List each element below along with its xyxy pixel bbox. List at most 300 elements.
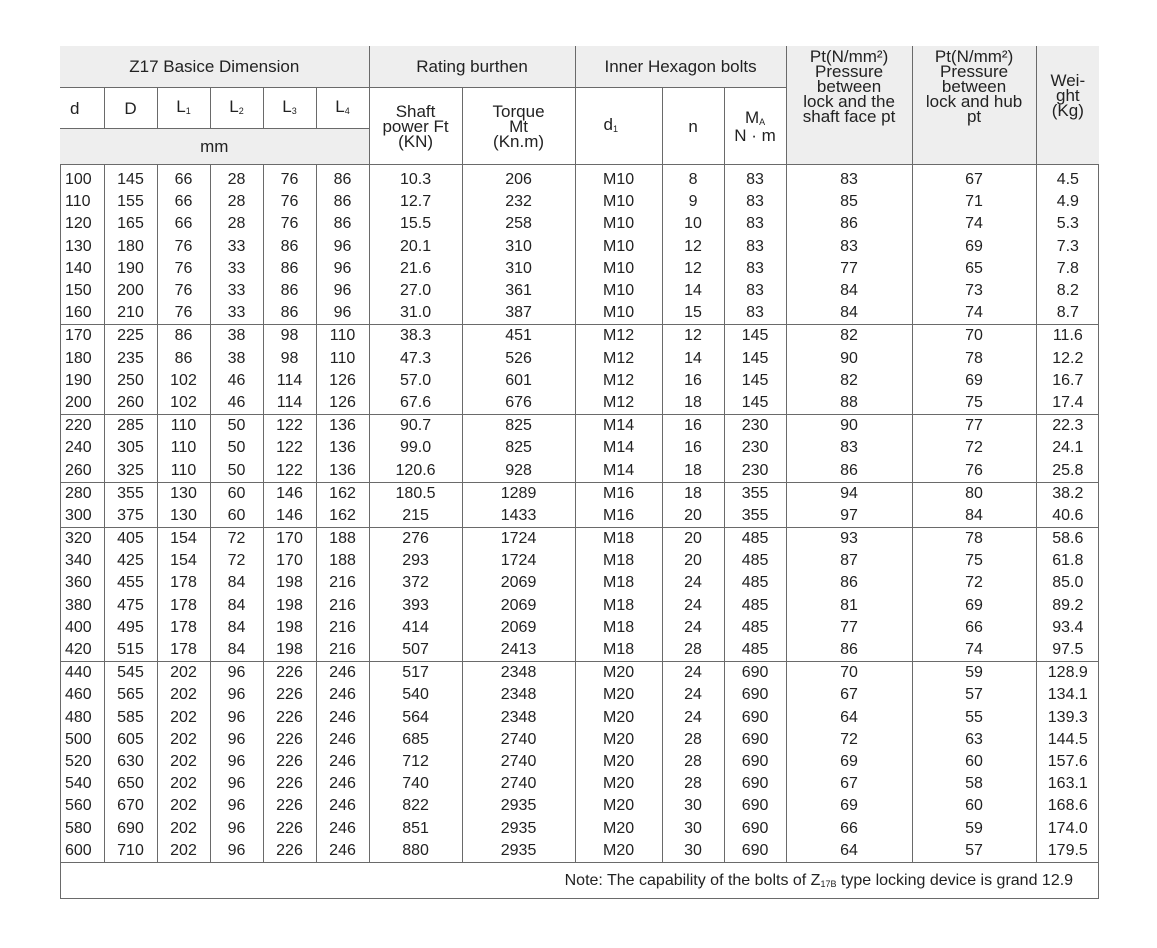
cell-d: 140 xyxy=(60,258,104,280)
pt-hub-line2: Pressure xyxy=(940,61,1009,81)
torque-line1: Torque xyxy=(492,101,545,121)
cell-L1: 178 xyxy=(157,595,210,617)
cell-D: 545 xyxy=(104,662,157,685)
cell-pt-shaft: 86 xyxy=(786,459,912,482)
cell-D: 180 xyxy=(104,236,157,258)
group-dimension-header: Z17 Basice Dimension xyxy=(60,46,369,88)
cell-pt-hub: 74 xyxy=(912,302,1036,325)
cell-L1: 202 xyxy=(157,662,210,685)
cell-pt-hub: 60 xyxy=(912,795,1036,817)
cell-weight: 7.3 xyxy=(1056,237,1079,255)
pt-hub-line4: lock and hub xyxy=(925,91,1023,111)
cell-D: 650 xyxy=(104,773,157,795)
torque-header xyxy=(462,88,575,165)
cell-n: 30 xyxy=(662,840,724,863)
cell-pt-hub: 69 xyxy=(912,370,1036,392)
cell-L1: 202 xyxy=(157,684,210,706)
cell-L1: 66 xyxy=(157,165,210,192)
cell-D: 145 xyxy=(104,165,157,192)
cell-pt-shaft: 86 xyxy=(786,213,912,235)
cell-MA: 83 xyxy=(724,236,786,258)
cell-L1: 76 xyxy=(157,280,210,302)
cell-L4: 216 xyxy=(316,595,369,617)
cell-L2: 33 xyxy=(210,236,263,258)
cell-pt-shaft: 94 xyxy=(786,482,912,505)
cell-L1: 178 xyxy=(157,617,210,639)
cell-shaft-power: 47.3 xyxy=(369,348,462,370)
cell-d1: M18 xyxy=(575,639,662,662)
cell-weight: 40.6 xyxy=(1052,506,1084,524)
cell-shaft-power: 180.5 xyxy=(369,482,462,505)
cell-MA: 145 xyxy=(724,392,786,415)
cell-L4: 96 xyxy=(316,302,369,325)
cell-torque: 526 xyxy=(462,348,575,370)
cell-L3: 226 xyxy=(263,817,316,839)
cell-L3: 86 xyxy=(263,236,316,258)
cell-shaft-power: 740 xyxy=(369,773,462,795)
cell-L3: 114 xyxy=(263,370,316,392)
cell-L3: 114 xyxy=(263,392,316,415)
table-row xyxy=(60,550,1099,572)
table-row xyxy=(60,482,1099,505)
cell-pt-hub: 60 xyxy=(912,751,1036,773)
cell-shaft-power: 120.6 xyxy=(369,459,462,482)
cell-MA: 355 xyxy=(724,482,786,505)
cell-d: 480 xyxy=(60,707,104,729)
cell-pt-shaft: 82 xyxy=(786,325,912,348)
cell-n: 12 xyxy=(662,258,724,280)
cell-weight: 22.3 xyxy=(1036,415,1099,438)
cell-d1: M10 xyxy=(575,302,662,325)
cell-L3: 198 xyxy=(263,572,316,594)
cell-weight: 38.2 xyxy=(1036,482,1099,505)
cell-MA: 690 xyxy=(724,817,786,839)
table-row xyxy=(60,528,1099,551)
cell-d: 580 xyxy=(60,817,104,839)
cell-L1: 202 xyxy=(157,707,210,729)
cell-shaft-power: 293 xyxy=(369,550,462,572)
footnote: Note: The capability of the bolts of Z17B type locking device is grand 12.9 xyxy=(60,862,1099,899)
cell-L2: 60 xyxy=(210,505,263,528)
cell-D: 210 xyxy=(104,302,157,325)
cell-d1: M18 xyxy=(575,572,662,594)
cell-weight: 12.2 xyxy=(1052,349,1084,367)
cell-d: 190 xyxy=(60,370,104,392)
cell-torque: 258 xyxy=(462,213,575,235)
cell-MA: 83 xyxy=(724,165,786,192)
cell-D: 515 xyxy=(104,639,157,662)
table-row xyxy=(60,213,1099,235)
cell-D: 375 xyxy=(104,505,157,528)
cell-torque: 676 xyxy=(462,392,575,415)
cell-shaft-power: 57.0 xyxy=(369,370,462,392)
cell-L3: 122 xyxy=(263,415,316,438)
cell-n: 14 xyxy=(662,348,724,370)
cell-L2: 46 xyxy=(210,392,263,415)
table-row xyxy=(60,302,1099,325)
cell-pt-shaft: 66 xyxy=(786,817,912,839)
cell-pt-hub: 72 xyxy=(912,572,1036,594)
weight-header xyxy=(1036,46,1099,165)
cell-L2: 60 xyxy=(210,482,263,505)
pt-hub-line3: between xyxy=(941,76,1007,96)
table-row xyxy=(60,795,1099,817)
cell-D: 200 xyxy=(104,280,157,302)
cell-weight: 8.2 xyxy=(1056,282,1079,300)
cell-L1: 202 xyxy=(157,795,210,817)
col-L1-header: L1 xyxy=(157,88,210,129)
cell-pt-shaft: 67 xyxy=(786,684,912,706)
group-bolts-header: Inner Hexagon bolts xyxy=(575,46,786,88)
cell-torque: 2740 xyxy=(462,773,575,795)
cell-shaft-power: 27.0 xyxy=(369,280,462,302)
cell-MA: 485 xyxy=(724,572,786,594)
cell-L2: 84 xyxy=(210,639,263,662)
cell-n: 28 xyxy=(662,751,724,773)
cell-shaft-power: 12.7 xyxy=(369,191,462,213)
cell-L1: 110 xyxy=(157,459,210,482)
cell-L3: 76 xyxy=(263,165,316,192)
pt-shaft-line5: shaft face pt xyxy=(802,106,896,126)
cell-d: 180 xyxy=(60,348,104,370)
cell-d1: M12 xyxy=(575,348,662,370)
cell-L4: 96 xyxy=(316,236,369,258)
cell-L2: 72 xyxy=(210,550,263,572)
cell-pt-shaft: 72 xyxy=(786,729,912,751)
cell-pt-shaft: 86 xyxy=(786,639,912,662)
cell-L4: 126 xyxy=(316,370,369,392)
cell-L3: 146 xyxy=(263,482,316,505)
cell-L4: 246 xyxy=(316,707,369,729)
pt-shaft-header xyxy=(786,46,912,165)
cell-L4: 96 xyxy=(316,258,369,280)
cell-d: 420 xyxy=(60,639,104,662)
cell-MA: 690 xyxy=(724,707,786,729)
cell-d: 400 xyxy=(60,617,104,639)
cell-d1: M16 xyxy=(575,482,662,505)
cell-n: 8 xyxy=(662,165,724,192)
shaft-power-line3: (KN) xyxy=(398,131,434,151)
cell-MA: 690 xyxy=(724,795,786,817)
cell-torque: 1289 xyxy=(462,482,575,505)
cell-L4: 110 xyxy=(316,325,369,348)
cell-L1: 202 xyxy=(157,729,210,751)
cell-L1: 178 xyxy=(157,639,210,662)
cell-L1: 130 xyxy=(157,505,210,528)
cell-d1: M10 xyxy=(575,258,662,280)
cell-d1: M16 xyxy=(575,505,662,528)
table-row xyxy=(60,773,1099,795)
cell-d1: M10 xyxy=(575,213,662,235)
cell-shaft-power: 38.3 xyxy=(369,325,462,348)
cell-D: 225 xyxy=(104,325,157,348)
table-row xyxy=(60,617,1099,639)
cell-d: 150 xyxy=(60,280,104,302)
cell-D: 585 xyxy=(104,707,157,729)
pt-shaft-line4: lock and the xyxy=(803,91,895,111)
cell-shaft-power: 564 xyxy=(369,707,462,729)
cell-L1: 202 xyxy=(157,840,210,863)
cell-d1: M10 xyxy=(575,191,662,213)
pt-hub-line1: Pt(N/mm²) xyxy=(934,46,1014,66)
weight-line2: ght xyxy=(1055,85,1080,105)
cell-d: 120 xyxy=(60,213,104,235)
cell-MA: 690 xyxy=(724,773,786,795)
cell-shaft-power: 540 xyxy=(369,684,462,706)
shaft-power-line1: Shaft xyxy=(395,101,436,121)
cell-d: 280 xyxy=(60,482,104,505)
table-row xyxy=(60,392,1099,415)
cell-pt-hub: 59 xyxy=(912,662,1036,685)
cell-L2: 50 xyxy=(210,437,263,459)
cell-weight: 25.8 xyxy=(1052,461,1084,479)
cell-d1: M20 xyxy=(575,840,662,863)
cell-pt-hub: 63 xyxy=(912,729,1036,751)
cell-L2: 96 xyxy=(210,751,263,773)
cell-pt-shaft: 84 xyxy=(786,302,912,325)
cell-weight: 17.4 xyxy=(1052,393,1084,411)
cell-pt-shaft: 69 xyxy=(786,751,912,773)
cell-L2: 84 xyxy=(210,617,263,639)
cell-pt-shaft: 69 xyxy=(786,795,912,817)
cell-pt-shaft: 97 xyxy=(786,505,912,528)
cell-weight: 61.8 xyxy=(1052,552,1084,570)
cell-pt-hub: 72 xyxy=(912,437,1036,459)
cell-weight: 163.1 xyxy=(1047,775,1088,793)
cell-L2: 28 xyxy=(210,213,263,235)
cell-MA: 485 xyxy=(724,595,786,617)
cell-d: 380 xyxy=(60,595,104,617)
table-row xyxy=(60,572,1099,594)
cell-weight: 139.3 xyxy=(1047,708,1088,726)
cell-n: 9 xyxy=(662,191,724,213)
table-row xyxy=(60,370,1099,392)
cell-torque: 928 xyxy=(462,459,575,482)
cell-pt-hub: 74 xyxy=(912,639,1036,662)
cell-L2: 96 xyxy=(210,773,263,795)
cell-torque: 2348 xyxy=(462,684,575,706)
cell-L3: 198 xyxy=(263,617,316,639)
cell-L4: 246 xyxy=(316,773,369,795)
cell-L4: 246 xyxy=(316,684,369,706)
cell-d1: M20 xyxy=(575,662,662,685)
cell-L4: 188 xyxy=(316,550,369,572)
cell-pt-shaft: 64 xyxy=(786,840,912,863)
cell-D: 355 xyxy=(104,482,157,505)
cell-pt-hub: 80 xyxy=(912,482,1036,505)
cell-L4: 136 xyxy=(316,437,369,459)
cell-n: 10 xyxy=(662,213,724,235)
cell-L3: 226 xyxy=(263,751,316,773)
cell-MA: 690 xyxy=(724,684,786,706)
cell-torque: 2348 xyxy=(462,707,575,729)
cell-L3: 122 xyxy=(263,437,316,459)
cell-d: 440 xyxy=(60,662,104,685)
cell-d1: M20 xyxy=(575,729,662,751)
cell-L2: 46 xyxy=(210,370,263,392)
cell-weight: 89.2 xyxy=(1052,596,1084,614)
cell-pt-shaft: 83 xyxy=(786,236,912,258)
cell-shaft-power: 15.5 xyxy=(369,213,462,235)
table-row xyxy=(60,437,1099,459)
cell-L3: 98 xyxy=(263,325,316,348)
cell-L3: 226 xyxy=(263,840,316,863)
table-row xyxy=(60,751,1099,773)
cell-pt-hub: 67 xyxy=(912,165,1036,192)
cell-MA: 690 xyxy=(724,662,786,685)
col-d-header: d xyxy=(60,88,104,129)
cell-shaft-power: 372 xyxy=(369,572,462,594)
cell-torque: 387 xyxy=(462,302,575,325)
cell-weight: 128.9 xyxy=(1036,662,1099,685)
cell-pt-shaft: 81 xyxy=(786,595,912,617)
cell-n: 18 xyxy=(662,482,724,505)
cell-MA: 230 xyxy=(724,459,786,482)
table-row xyxy=(60,817,1099,839)
cell-weight: 4.5 xyxy=(1056,171,1079,189)
cell-pt-hub: 77 xyxy=(912,415,1036,438)
cell-d: 160 xyxy=(60,302,104,325)
cell-n: 16 xyxy=(662,370,724,392)
cell-n: 12 xyxy=(662,325,724,348)
group-rating-header: Rating burthen xyxy=(369,46,575,88)
cell-shaft-power: 822 xyxy=(369,795,462,817)
cell-L4: 216 xyxy=(316,639,369,662)
cell-D: 475 xyxy=(104,595,157,617)
cell-L4: 136 xyxy=(316,459,369,482)
unit-mm-label: mm xyxy=(60,129,369,165)
cell-L3: 146 xyxy=(263,505,316,528)
cell-n: 28 xyxy=(662,729,724,751)
cell-d1: M18 xyxy=(575,528,662,551)
cell-L2: 33 xyxy=(210,302,263,325)
cell-weight: 11.6 xyxy=(1036,325,1099,348)
cell-L2: 38 xyxy=(210,348,263,370)
cell-torque: 2935 xyxy=(462,817,575,839)
cell-torque: 206 xyxy=(462,165,575,192)
cell-L4: 110 xyxy=(316,348,369,370)
cell-torque: 825 xyxy=(462,437,575,459)
cell-L3: 76 xyxy=(263,213,316,235)
cell-MA: 230 xyxy=(724,437,786,459)
cell-L4: 96 xyxy=(316,280,369,302)
cell-d: 300 xyxy=(60,505,104,528)
cell-L3: 226 xyxy=(263,684,316,706)
cell-d: 100 xyxy=(60,165,104,192)
cell-torque: 2413 xyxy=(462,639,575,662)
cell-pt-shaft: 88 xyxy=(786,392,912,415)
cell-torque: 825 xyxy=(462,415,575,438)
cell-n: 24 xyxy=(662,595,724,617)
cell-L2: 96 xyxy=(210,684,263,706)
cell-L1: 130 xyxy=(157,482,210,505)
cell-pt-shaft: 70 xyxy=(786,662,912,685)
cell-L1: 102 xyxy=(157,392,210,415)
cell-MA: 145 xyxy=(724,325,786,348)
cell-weight: 85.0 xyxy=(1052,574,1084,592)
cell-L1: 154 xyxy=(157,550,210,572)
cell-L2: 28 xyxy=(210,165,263,192)
cell-L2: 96 xyxy=(210,817,263,839)
cell-n: 14 xyxy=(662,280,724,302)
cell-weight: 144.5 xyxy=(1047,730,1088,748)
cell-shaft-power: 215 xyxy=(369,505,462,528)
cell-MA: 83 xyxy=(724,280,786,302)
cell-pt-shaft: 67 xyxy=(786,773,912,795)
cell-d: 170 xyxy=(60,325,104,348)
cell-L3: 86 xyxy=(263,280,316,302)
cell-torque: 601 xyxy=(462,370,575,392)
cell-d: 110 xyxy=(60,191,104,213)
cell-L3: 226 xyxy=(263,795,316,817)
cell-L2: 84 xyxy=(210,572,263,594)
cell-L4: 136 xyxy=(316,415,369,438)
cell-d: 200 xyxy=(60,392,104,415)
cell-L4: 246 xyxy=(316,817,369,839)
torque-line2: Mt xyxy=(509,116,528,136)
cell-L4: 162 xyxy=(316,482,369,505)
cell-shaft-power: 90.7 xyxy=(369,415,462,438)
cell-shaft-power: 507 xyxy=(369,639,462,662)
shaft-power-header xyxy=(369,88,462,165)
cell-pt-shaft: 90 xyxy=(786,415,912,438)
table-row xyxy=(60,707,1099,729)
cell-pt-hub: 57 xyxy=(912,840,1036,863)
cell-D: 285 xyxy=(104,415,157,438)
cell-MA: 485 xyxy=(724,617,786,639)
cell-torque: 451 xyxy=(462,325,575,348)
cell-n: 24 xyxy=(662,572,724,594)
cell-weight: 97.5 xyxy=(1052,641,1084,659)
cell-D: 670 xyxy=(104,795,157,817)
cell-L2: 50 xyxy=(210,415,263,438)
cell-d: 560 xyxy=(60,795,104,817)
cell-torque: 310 xyxy=(462,258,575,280)
cell-D: 690 xyxy=(104,817,157,839)
cell-D: 630 xyxy=(104,751,157,773)
cell-weight: 8.7 xyxy=(1056,304,1079,322)
weight-line3: (Kg) xyxy=(1051,100,1084,120)
cell-weight: 4.9 xyxy=(1056,193,1079,211)
cell-L2: 96 xyxy=(210,795,263,817)
cell-pt-shaft: 83 xyxy=(786,165,912,192)
cell-L3: 86 xyxy=(263,302,316,325)
cell-L2: 96 xyxy=(210,729,263,751)
cell-L1: 76 xyxy=(157,236,210,258)
cell-weight: 5.3 xyxy=(1056,215,1079,233)
cell-d1: M10 xyxy=(575,280,662,302)
table-row xyxy=(60,415,1099,438)
cell-pt-hub: 78 xyxy=(912,348,1036,370)
cell-L4: 86 xyxy=(316,191,369,213)
cell-MA: 83 xyxy=(724,258,786,280)
cell-n: 24 xyxy=(662,662,724,685)
cell-d: 520 xyxy=(60,751,104,773)
cell-torque: 2740 xyxy=(462,751,575,773)
cell-L1: 178 xyxy=(157,572,210,594)
cell-pt-shaft: 64 xyxy=(786,707,912,729)
cell-weight: 58.6 xyxy=(1036,528,1099,551)
cell-n: 24 xyxy=(662,617,724,639)
cell-pt-hub: 65 xyxy=(912,258,1036,280)
cell-d: 540 xyxy=(60,773,104,795)
cell-d: 260 xyxy=(60,459,104,482)
cell-L2: 96 xyxy=(210,707,263,729)
cell-L4: 246 xyxy=(316,662,369,685)
cell-L2: 33 xyxy=(210,258,263,280)
table-row xyxy=(60,729,1099,751)
cell-shaft-power: 21.6 xyxy=(369,258,462,280)
